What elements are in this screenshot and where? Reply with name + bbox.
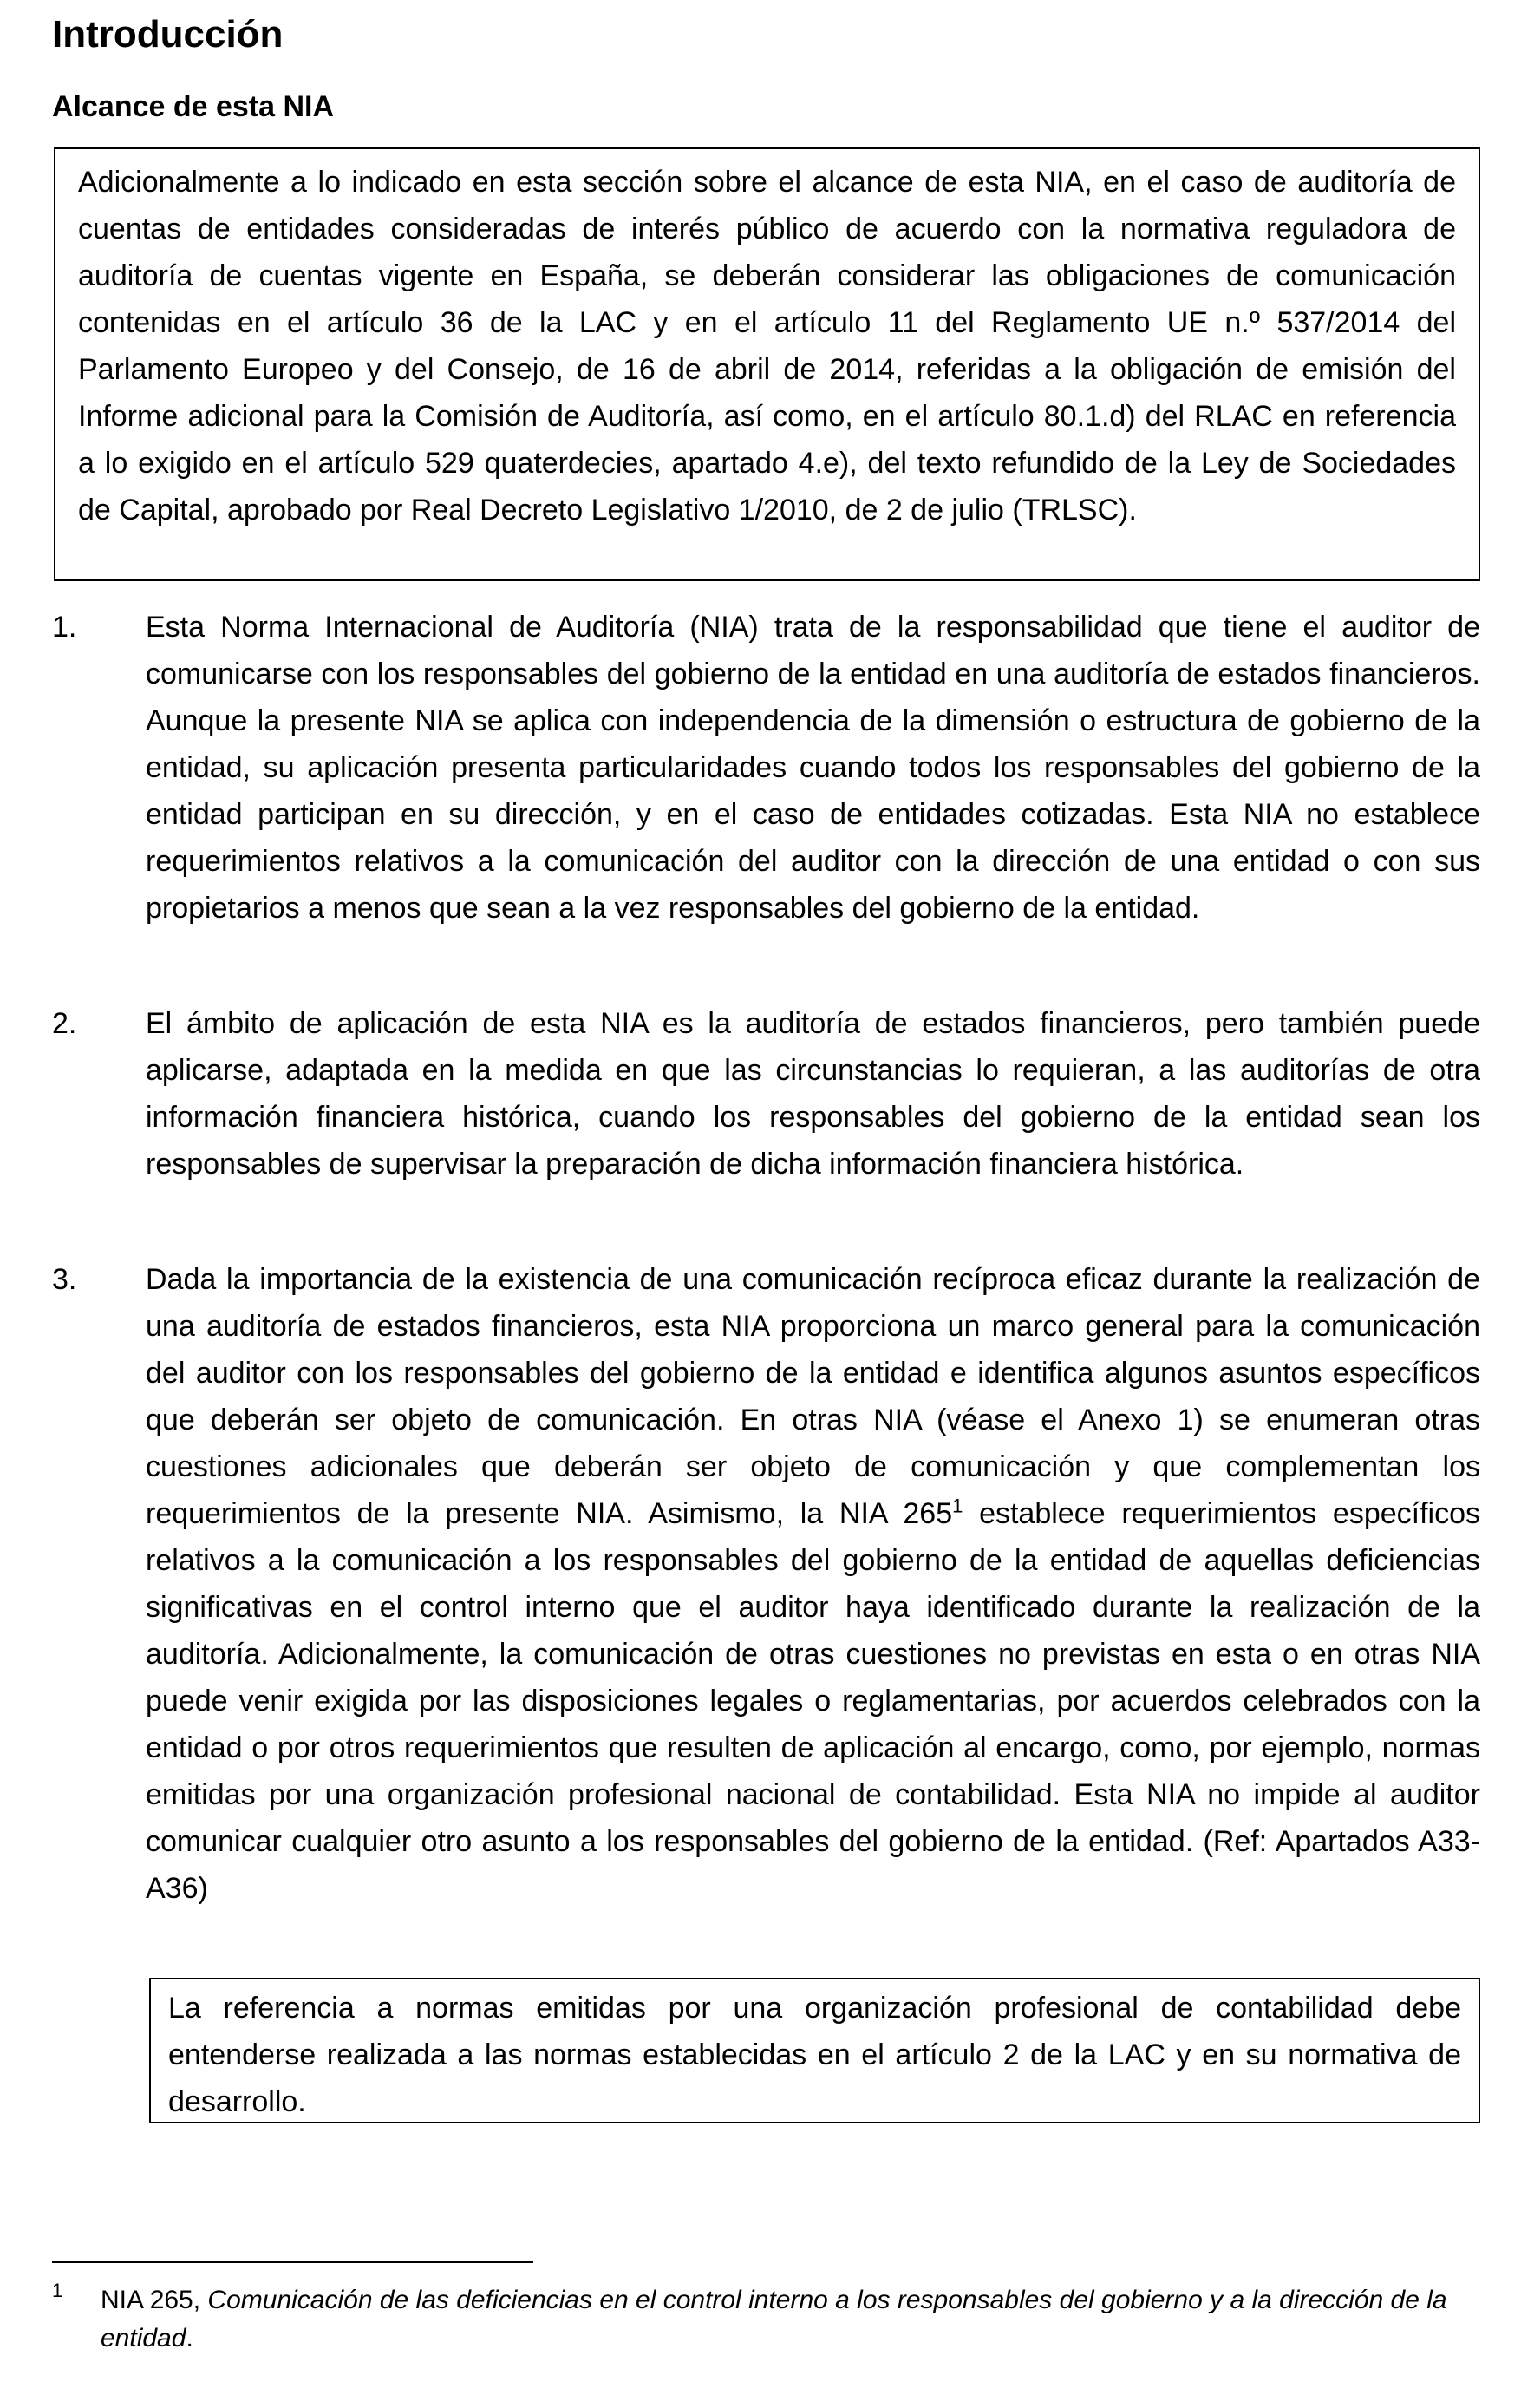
footnote-lead: NIA 265, — [101, 2286, 208, 2314]
footnote-end: . — [186, 2324, 193, 2352]
footnote — [52, 2281, 1480, 2358]
footnote-divider — [52, 2261, 533, 2263]
paragraph-2 — [52, 1000, 1480, 1188]
footnote-mark: 1 — [52, 2280, 63, 2301]
paragraph-3 — [52, 1256, 1480, 1912]
section-heading: Introducción — [52, 13, 284, 56]
paragraph-text — [146, 1256, 1480, 1912]
paragraph-number: 1. — [52, 611, 77, 644]
paragraph-number: 3. — [52, 1263, 77, 1296]
accounting-standards-note-text: La referencia a normas emitidas por una organización profesional de contabilidad debe entenderse realizada a las normas establecidas en el artículo 2 de la LAC y en su normativa de desarrollo. — [168, 1992, 1461, 2118]
footnote-reference[interactable]: 1 — [952, 1495, 963, 1517]
paragraph-1 — [52, 604, 1480, 932]
paragraph-text: Esta Norma Internacional de Auditoría (NIA) trata de la responsabilidad que tiene el auditor de comunicarse con los responsables del gobierno de la entidad en una auditoría de estados financieros. Aunque la presente NIA se aplica con independencia de la dimensión o estructura de gobierno de la entidad, su aplicación presenta particularidades cuando todos los responsables del gobierno de la entidad participan en su dirección, y en el caso de entidades cotizadas. Esta NIA no establece requerimientos relativos a la comunicación del auditor con la dirección de una entidad o con sus propietarios a menos que sean a la vez responsables del gobierno de la entidad. — [146, 611, 1480, 925]
subsection-heading: Alcance de esta NIA — [52, 90, 335, 123]
paragraph-number: 2. — [52, 1007, 77, 1040]
paragraph-text-part: establece requerimientos específicos relativos a la comunicación a los responsables del gobierno de la entidad de aquellas deficiencias significativas en el control interno que el auditor haya identificado durante la realización de la auditoría. Adicionalmente, la comunicación de otras cuestiones no previstas en esta o en otras NIA puede venir exigida por las disposiciones legales o reglamentarias, por acuerdos celebrados con la entidad o por otros requerimientos que resulten de aplicación al encargo, como, por ejemplo, normas emitidas por una organización profesional nacional de contabilidad. Esta NIA no impide al auditor comunicar cualquier otro asunto a los responsables del gobierno de la entidad. (Ref: Apartados A33-A36) — [146, 1497, 1480, 1905]
paragraph-text: El ámbito de aplicación de esta NIA es la auditoría de estados financieros, pero también puede aplicarse, adaptada en la medida en que las circunstancias lo requieran, a las auditorías de otra información financiera histórica, cuando los responsables del gobierno de la entidad sean los responsables de supervisar la preparación de dicha información financiera histórica. — [146, 1007, 1480, 1181]
spain-scope-note-box — [54, 147, 1480, 581]
accounting-standards-note-box — [149, 1978, 1480, 2123]
footnote-title: Comunicación de las deficiencias en el control interno a los responsables del gobierno y a la dirección de la entidad — [101, 2286, 1447, 2352]
footnote-text — [101, 2281, 1480, 2358]
paragraph-text-part: Dada la importancia de la existencia de una comunicación recíproca eficaz durante la realización de una auditoría de estados financieros, esta NIA proporciona un marco general para la comunicación del auditor con los responsables del gobierno de la entidad e identifica algunos asuntos específicos que deberán ser objeto de comunicación. En otras NIA (véase el Anexo 1) se enumeran otras cuestiones adicionales que deberán ser objeto de comunicación y que complementan los requerimientos de la presente NIA. Asimismo, la NIA 265 — [146, 1263, 1480, 1530]
spain-scope-note-text: Adicionalmente a lo indicado en esta sección sobre el alcance de esta NIA, en el caso de auditoría de cuentas de entidades consideradas de interés público de acuerdo con la normativa reguladora de auditoría de cuentas vigente en España, se deberán considerar las obligaciones de comunicación contenidas en el artículo 36 de la LAC y en el artículo 11 del Reglamento UE n.º 537/2014 del Parlamento Europeo y del Consejo, de 16 de abril de 2014, referidas a la obligación de emisión del Informe adicional para la Comisión de Auditoría, así como, en el artículo 80.1.d) del RLAC en referencia a lo exigido en el artículo 529 quaterdecies, apartado 4.e), del texto refundido de la Ley de Sociedades de Capital, aprobado por Real Decreto Legislativo 1/2010, de 2 de julio (TRLSC). — [78, 166, 1456, 527]
